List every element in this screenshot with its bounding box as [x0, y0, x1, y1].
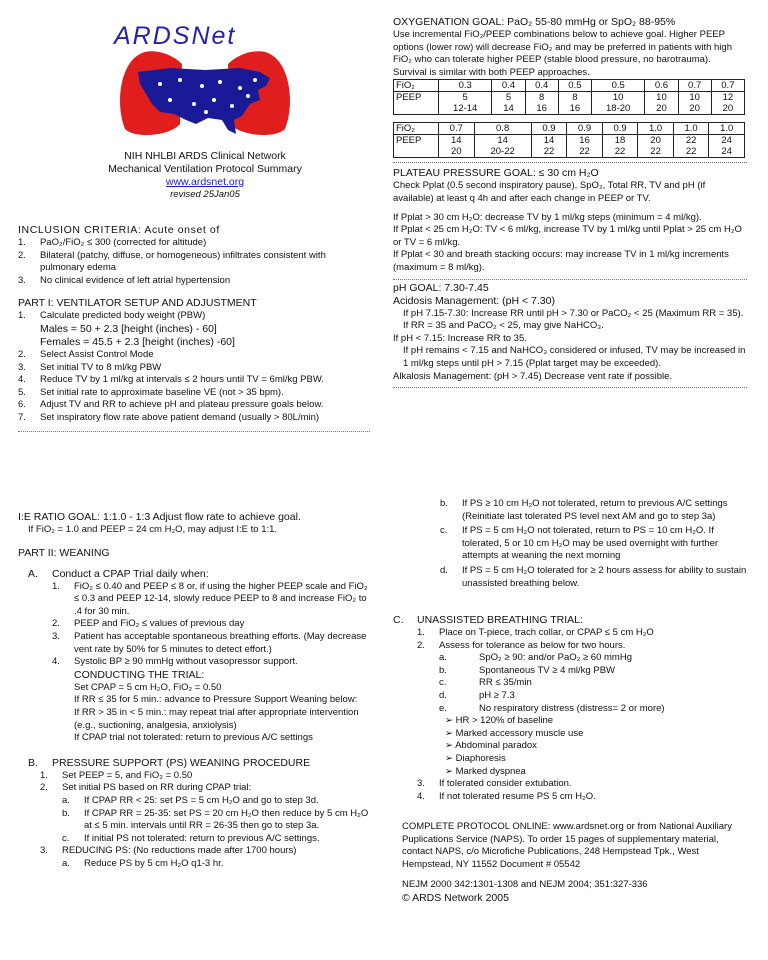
list-item: 1. PaO₂/FiO₂ ≤ 300 (corrected for altitude) — [18, 237, 207, 248]
list-item: b. If PS ≥ 10 cm H₂O not tolerated, return to previous A/C settings (Reinitiate last tolerated PS level next AM and go to step 3a) — [440, 498, 728, 522]
bullet-item: ➢ Marked accessory muscle use — [445, 727, 584, 739]
conducting-trial-heading: CONDUCTING THE TRIAL: — [74, 668, 205, 681]
males-formula: Males = 50 + 2.3 [height (inches) - 60] — [40, 322, 217, 335]
footer — [402, 821, 748, 905]
females-formula: Females = 45.5 + 2.3 [height (inches) -60] — [40, 335, 235, 348]
revised-date: revised 25Jan05 — [170, 189, 240, 200]
fio2-peep-table-2: FiO₂ 0.7 0.8 0.9 0.9 0.9 1.0 1.0 1.0 PEEP 14 20 14 20-22 14 22 16 22 18 22 20 22 22 22 24 24 — [393, 122, 745, 158]
list-item: 4. Systolic BP ≥ 90 mmHg without vasopressor support. — [52, 656, 298, 668]
acidosis-rule-2: If RR = 35 and PaCO₂ < 25, may give NaHCO₃. — [403, 320, 604, 332]
arrow-bullet-icon: ➢ — [445, 752, 456, 764]
divider — [393, 162, 747, 163]
list-item: 3. Set initial TV to 8 ml/kg PBW — [18, 361, 162, 373]
list-item: 5. Set initial rate to approximate baseline VE (not > 35 bpm). — [18, 386, 284, 398]
bullet-item: ➢ HR > 120% of baseline — [445, 715, 554, 727]
acidosis-rule-3: If pH < 7.15: Increase RR to 35. — [393, 332, 527, 344]
bullet-item: ➢ Marked dyspnea — [445, 765, 526, 777]
arrow-bullet-icon: ➢ — [445, 765, 456, 777]
bullet-item: ➢ Abdominal paradox — [445, 740, 537, 752]
oxygenation-text: Use incremental FiO₂/PEEP combinations below to achieve goal. Higher PEEP options (lower row) will decrease FiO₂ and may be preferred in patients with high FiO₂ who can tolerate higher PEEP (stable blood pressure, no barotrauma). Survival is similar with both PEEP approaches. — [393, 29, 732, 78]
list-item: 2. Set initial PS based on RR during CPAP trial: — [40, 782, 252, 794]
list-item: 3. If tolerated consider extubation. — [417, 778, 572, 790]
list-item: a. Reduce PS by 5 cm H₂O q1-3 hr. — [62, 857, 224, 869]
part2-heading: PART II: WEANING — [18, 546, 110, 559]
divider — [393, 387, 747, 388]
list-item: 6. Adjust TV and RR to achieve pH and plateau pressure goals below. — [18, 399, 324, 411]
list-item: 1. Calculate predicted body weight (PBW) — [18, 310, 206, 322]
divider — [18, 431, 370, 432]
ie-text: If FiO₂ = 1.0 and PEEP = 24 cm H₂O, may adjust I:E to 1:1. — [28, 524, 278, 535]
list-item: e. No respiratory distress (distress= 2 or more) — [439, 702, 665, 714]
plateau-rule-2: If Pplat < 25 cm H₂O: TV < 6 ml/kg, increase TV by 1 ml/kg until Pplat > 25 cm H₂O or TV = 6 ml/kg. — [393, 224, 742, 248]
org-line1: NIH NHLBI ARDS Clinical Network — [124, 150, 286, 162]
list-item: 2. Select Assist Control Mode — [18, 348, 154, 360]
acidosis-rule-1: If pH 7.15-7.30: Increase RR until pH > 7.30 or PaCO₂ < 25 (Maximum RR = 35). — [403, 307, 744, 319]
list-item: 2. Assess for tolerance as below for two hours. — [417, 639, 626, 651]
list-item: 4. Reduce TV by 1 ml/kg at intervals ≤ 2 hours until TV = 6ml/kg PBW. — [18, 374, 324, 386]
list-item: c. If initial PS not tolerated: return to previous A/C settings. — [62, 832, 320, 844]
list-item: 1. Set PEEP = 5, and FiO₂ = 0.50 — [40, 769, 193, 781]
list-item: d. pH ≥ 7.3 — [439, 689, 515, 701]
plateau-heading: PLATEAU PRESSURE GOAL: ≤ 30 cm H₂O — [393, 167, 599, 180]
weaning-right — [440, 498, 750, 590]
copyright: © ARDS Network 2005 — [402, 891, 509, 904]
ardsnet-logo — [110, 24, 300, 144]
section-c-title: C. UNASSISTED BREATHING TRIAL: — [393, 614, 583, 626]
inclusion-heading: INCLUSION CRITERIA: Acute onset of — [18, 224, 220, 236]
complete-protocol-text: COMPLETE PROTOCOL ONLINE: www.ardsnet.org or from National Auxiliary Puplications Service (NAPS). To order 15 pages of supplementary material, contact NAPS, c/o Microfiche Publications, 248 Hempstead Tpk., West Hempstead, NY 11552 Document # 05542 — [402, 821, 732, 870]
section-b-title: B. PRESSURE SUPPORT (PS) WEANING PROCEDURE — [28, 756, 311, 769]
plateau-rule-3: If Pplat < 30 and breath stacking occurs: may increase TV in 1 ml/kg increments (maximum = 8 ml/kg). — [393, 249, 729, 273]
list-item: 3. No clinical evidence of left atrial hypertension — [18, 274, 231, 286]
inclusion-section — [18, 224, 370, 432]
list-item: b. Spontaneous TV ≥ 4 ml/kg PBW — [439, 664, 615, 676]
plateau-text: Check Pplat (0.5 second inspiratory pause), SpO₂, Total RR, TV and pH (if available) at least q 4h and after each change in PEEP or TV. — [393, 180, 706, 204]
list-item: c. RR ≤ 35/min — [439, 677, 532, 689]
alkalosis-heading: Alkalosis Management: (pH > 7.45) Decrease vent rate if possible. — [393, 370, 673, 382]
list-item: 4. If not tolerated resume PS 5 cm H₂O. — [417, 790, 596, 802]
list-item: a. SpO₂ ≥ 90: and/or PaO₂ ≥ 60 mmHg — [439, 652, 632, 664]
logo-title: ARDSNet — [114, 22, 237, 50]
list-item: 7. Set inspiratory flow rate above patient demand (usually > 80L/min) — [18, 411, 320, 423]
list-item: 1. FiO₂ ≤ 0.40 and PEEP ≤ 8 or, if using the higher PEEP scale and FiO₂ ≤ 0.3 and PEEP 12-14, slowly reduce PEEP to 8 and increase FiO₂ to .4 for 30 min. — [52, 580, 368, 617]
section-a-title: A. Conduct a CPAP Trial daily when: — [28, 567, 209, 580]
nejm-citation: NEJM 2000 342:1301-1308 and NEJM 2004; 351:327-336 — [402, 879, 648, 891]
unassisted-trial — [393, 614, 749, 803]
set-cpap: Set CPAP = 5 cm H₂O, FiO₂ = 0.50 — [74, 681, 222, 693]
arrow-bullet-icon: ➢ — [445, 727, 456, 739]
arrow-bullet-icon: ➢ — [445, 740, 456, 752]
plateau-rule-1: If Pplat > 30 cm H₂O: decrease TV by 1 ml/kg steps (minimum = 4 ml/kg). — [393, 211, 702, 223]
acidosis-heading: Acidosis Management: (pH < 7.30) — [393, 294, 555, 307]
list-item: 1. Place on T-piece, trach collar, or CPAP ≤ 5 cm H₂O — [417, 627, 654, 638]
oxygenation-heading: OXYGENATION GOAL: PaO₂ 55-80 mmHg or SpO₂ 88-95% — [393, 16, 676, 28]
weaning-left — [18, 511, 374, 870]
ie-heading: I:E RATIO GOAL: 1:1.0 - 1:3 Adjust flow rate to achieve goal. — [18, 511, 301, 523]
org-line2: Mechanical Ventilation Protocol Summary — [108, 163, 302, 175]
part1-heading: PART I: VENTILATOR SETUP AND ADJUSTMENT — [18, 297, 257, 310]
list-item: d. If PS = 5 cm H₂O tolerated for ≥ 2 hours assess for ability to sustain unassisted breathing below. — [440, 564, 747, 589]
cpap-not-tolerated: If CPAP trial not tolerated: return to previous A/C settings — [74, 732, 313, 744]
list-item: c. If PS = 5 cm H₂O not tolerated, return to PS = 10 cm H₂O. If tolerated, 5 or 10 cm H₂O may be used overnight with further attempts at weaning the next morning — [440, 525, 719, 562]
arrow-bullet-icon: ➢ — [445, 715, 456, 727]
acidosis-rule-4: If pH remains < 7.15 and NaHCO₃ considered or infused, TV may be increased in 1 ml/kg steps until pH > 7.15 (Pplat target may be exceeded). — [403, 345, 746, 369]
oxygenation-section — [393, 16, 747, 388]
list-item: a. If CPAP RR < 25: set PS = 5 cm H₂O and go to step 3d. — [62, 794, 319, 806]
rr-gt35: If RR > 35 in < 5 min.: may repeat trial after appropriate intervention (e.g., suctioning, analgesia, anxiolysis) — [74, 706, 359, 731]
ph-heading: pH GOAL: 7.30-7.45 — [393, 281, 489, 294]
list-item: 3. REDUCING PS: (No reductions made after 1700 hours) — [40, 845, 297, 857]
list-item: 3. Patient has acceptable spontaneous breathing efforts. (May decrease vent rate by 50% for 5 minutes to detect effort.) — [52, 630, 367, 655]
rr-le35: If RR ≤ 35 for 5 min.: advance to Pressure Support Weaning below: — [74, 694, 358, 706]
bullet-item: ➢ Diaphoresis — [445, 752, 506, 764]
list-item: 2. PEEP and FiO₂ ≤ values of previous day — [52, 618, 245, 630]
ardsnet-link[interactable]: www.ardsnet.org — [165, 176, 245, 188]
list-item: 2. Bilateral (patchy, diffuse, or homogeneous) infiltrates consistent with pulmonary edema — [18, 249, 326, 274]
list-item: b. If CPAP RR = 25-35: set PS = 20 cm H₂O then reduce by 5 cm H₂O at ≤ 5 min. intervals until RR = 26-35 then go to step 3a. — [62, 807, 369, 832]
divider — [393, 279, 747, 280]
fio2-peep-table-1: FiO₂ 0.3 0.4 0.4 0.5 0.5 0.6 0.7 0.7 PEEP 5 12-14 5 14 8 16 8 16 10 18-20 10 20 10 20 12 20 — [393, 79, 745, 115]
